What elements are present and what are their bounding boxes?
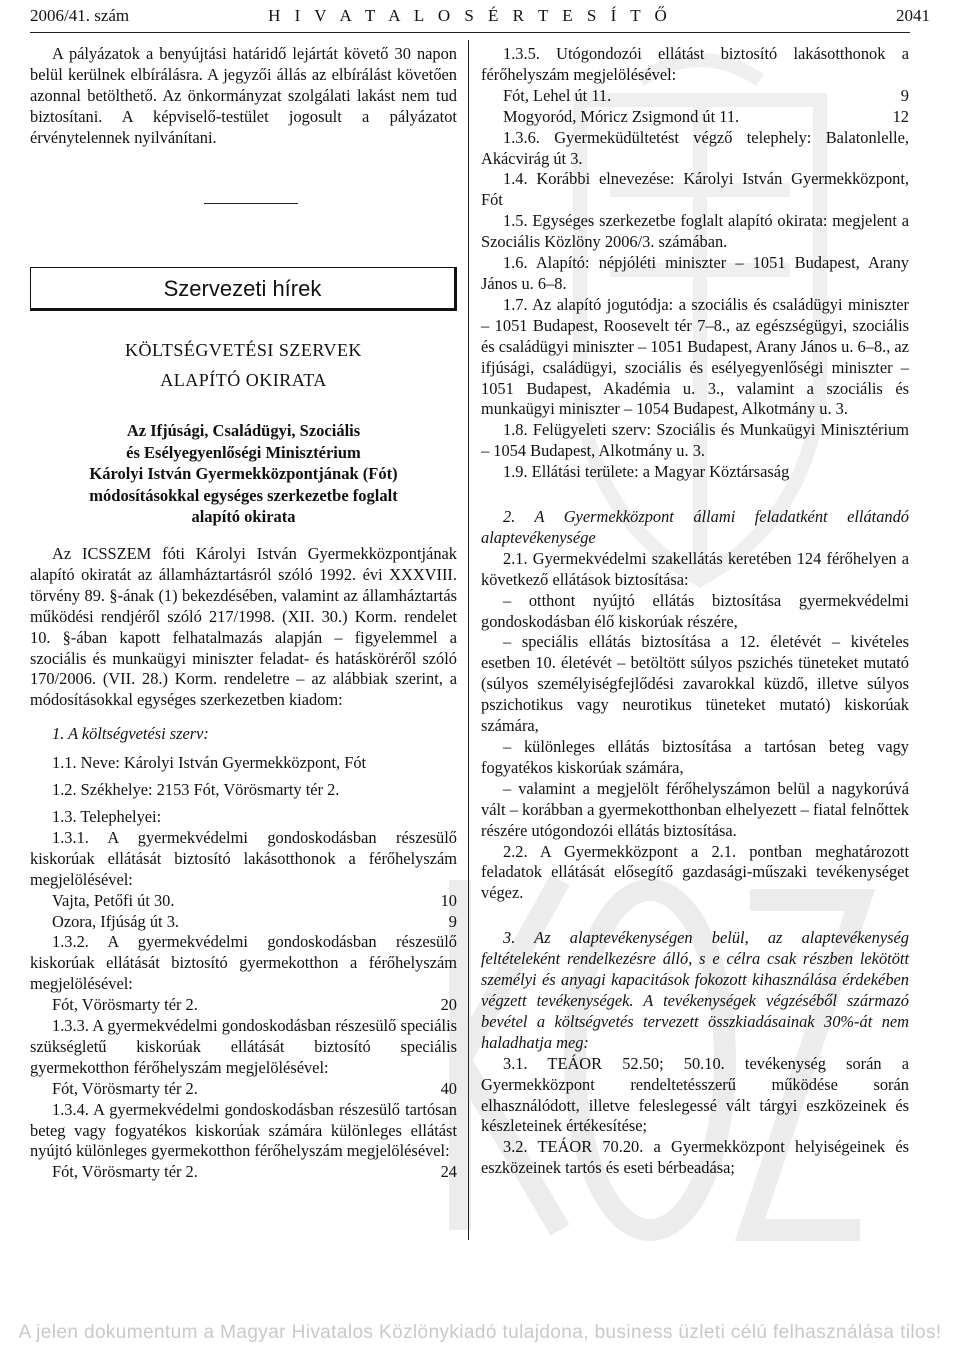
item-1-3-2: 1.3.2. A gyermekvédelmi gondoskodásban részesülő kiskorúak ellátását biztosító gyermekotthon a férőhelyszám megjelölésével: [30,932,457,994]
ministry-title [30,420,457,528]
site-capacity: 9 [900,85,909,105]
site-row [30,1162,457,1183]
item-1-3-6: 1.3.6. Gyermeküdültetést végző telephely: Balatonlelle, Akácvirág út 3. [481,127,909,168]
subtitle-koltsegvetesi: KÖLTSÉGVETÉSI SZERVEK [125,340,362,360]
item-1-6: 1.6. Alapító: népjóléti miniszter – 1051 Budapest, Arany János u. 6–8. [481,253,909,293]
issue-number: 2006/41. szám [30,6,130,25]
site-row [30,995,457,1016]
site-name: Fót, Vörösmarty tér 2. [52,1162,198,1182]
site-name: Fót, Vörösmarty tér 2. [52,1078,198,1098]
ministry-line-3: Károlyi István Gyermekközpontjának (Fót) [89,464,398,483]
item-1-5: 1.5. Egységes szerkezetbe foglalt alapító okirata: megjelent a Szociális Közlöny 2006/3. számában. [481,211,909,252]
ministry-line-1: Az Ifjúsági, Családügyi, Szociális [126,421,361,440]
dash-item-1: – otthont nyújtó ellátás biztosítása gyermekvédelmi gondoskodásban élő kiskorúak részére, [481,590,909,631]
ministry-line-5: alapító okirata [191,507,296,526]
site-capacity: 24 [440,1162,457,1182]
column-separator [468,40,469,1240]
dash-item-3: – különleges ellátás biztosítása a tartósan beteg vagy fogyatékos kiskorúak számára, [481,737,909,777]
site-capacity: 9 [448,911,457,931]
left-intro-block [30,44,457,149]
short-divider [204,203,298,204]
item-1-2: 1.2. Székhelye: 2153 Fót, Vörösmarty tér 2. [52,780,340,800]
site-capacity: 40 [440,1078,457,1098]
left-body [30,544,457,1183]
site-capacity: 20 [440,995,457,1015]
subtitle-alapito: ALAPÍTÓ OKIRATA [160,370,327,390]
intro-paragraph: A pályázatok a benyújtási határidő lejártát követő 30 napon belül kerülnek elbírálásra. A jegyzői állás az elbírálást követően azonnal betölthető. Az önkormányzat szolgálati lakást nem tud biztosítani. A képviselő-testület jogosult a pályázatot érvénytelennek nyilvánítani. [30,44,457,147]
item-1-3-3: 1.3.3. A gyermekvédelmi gondoskodásban részesülő speciális szükségletű kiskorúak ellátását biztosító speciális gyermekotthon férőhelyszám megjelölésével: [30,1016,457,1077]
item-1-7: 1.7. Az alapító jogutódja: a szociális és családügyi miniszter – 1051 Budapest, Roosevelt tér 7–8., az egészségügyi, szociális és családügyi miniszter – 1051 Budapest, Arany János u. 6–8., az ifjúsági, családügyi, szociális és esélyegyenlőségi miniszter – 1051 Budapest, Akadémia u. 3., valamint a szociális és munkaügyi miniszter – 1054 Budapest, Alkotmány u. 3. [481,294,909,419]
page-header [30,6,930,30]
item-1-4: 1.4. Korábbi elnevezése: Károlyi István Gyermekközpont, Fót [481,169,909,210]
dash-item-4: – valamint a megjelölt férőhelyszámon belül a nagykorúvá vált – korábban a gyermekotthonban elhelyezett – fiatal felnőttek részére utógondozói ellátás biztosítása. [481,778,909,840]
section-3-heading: 3. Az alaptevékenységen belül, az alaptevékenység feltételeként rendelkezésre álló, s e célra csak részben lekötött személyi és anyagi kapacitások fokozott kihasználása érdekében végzett tevékenységek. A tevékenységek végzéséből származó bevétel a költségvetés tervezett összkiadásainak 30%-át nem haladhatja meg: [481,928,909,1052]
site-capacity: 12 [892,106,909,126]
publication-title: H I V A T A L O S É R T E S Í T Ő [268,6,672,25]
item-1-8: 1.8. Felügyeleti szerv: Szociális és Munkaügyi Minisztérium – 1054 Budapest, Alkotmány u. 3. [481,420,909,461]
item-1-3: 1.3. Telephelyei: [52,806,162,826]
item-2-1: 2.1. Gyermekvédelmi szakellátás keretében 124 férőhelyen a következő ellátások biztosítása: [481,548,909,589]
item-1-3-5: 1.3.5. Utógondozói ellátást biztosító lakásotthonok a férőhelyszám megjelölésével: [481,44,909,84]
page-number: 2041 [896,6,930,25]
site-row [30,891,457,912]
copyright-footer: A jelen dokumentum a Magyar Hivatalos Közlönykiadó tulajdona, business üzleti célú felhasználása tilos! [18,1322,942,1343]
site-row [481,107,909,128]
item-3-1: 3.1. TEÁOR 52.50; 50.10. tevékenység során a Gyermekközpont rendeltetésszerű működése során elhasználódott, illetve feleslegessé vált tárgyi eszközeinek és készleteinek értékesítése; [481,1053,909,1136]
item-3-2: 3.2. TEÁOR 70.20. a Gyermekközpont helyiségeinek és eszközeinek tartós és eseti bérbeadása; [481,1137,909,1178]
section-title-box: Szervezeti hírek [30,267,457,311]
site-name: Fót, Vörösmarty tér 2. [52,995,198,1015]
site-name: Fót, Lehel út 11. [503,85,612,105]
right-column [481,44,909,1179]
site-row [481,86,909,107]
section-1-heading: 1. A költségvetési szerv: [52,724,209,744]
item-1-9: 1.9. Ellátási területe: a Magyar Köztársaság [503,462,790,482]
site-row [30,912,457,933]
site-row [30,1079,457,1100]
item-1-3-4: 1.3.4. A gyermekvédelmi gondoskodásban részesülő tartósan beteg vagy fogyatékos kiskorúak számára különleges ellátást nyújtó különleges gyermekotthon férőhelyszám megjelölésével: [30,1099,457,1161]
ministry-line-2: és Esélyegyenlőségi Minisztérium [126,442,361,462]
ministry-line-4: módosításokkal egységes szerkezetbe foglalt [89,485,398,505]
item-2-2: 2.2. A Gyermekközpont a 2.1. pontban meghatározott feladatok ellátását elősegítő gazdasági-műszaki tevékenységet végez. [481,841,909,903]
item-1-1: 1.1. Neve: Károlyi István Gyermekközpont, Fót [52,753,367,773]
item-1-3-1: 1.3.1. A gyermekvédelmi gondoskodásban részesülő kiskorúak ellátását biztosító lakásotthonok a férőhelyszám megjelölésével: [30,827,457,889]
dash-item-2: – speciális ellátás biztosítása a 12. életévét – kivételes esetben 10. életévét – betöltött súlyos pszichés tüneteket mutató (súlyos személyiségfejlődési zavarokkal küzdő, illetve súlyos pszichotikus vagy neurotikus tüneteket mutató) kiskorúak számára, [481,632,909,736]
header-rule [30,32,910,33]
decree-paragraph: Az ICSSZEM fóti Károlyi István Gyermekközpontjának alapító okiratát az államháztartásról szóló 1992. évi XXXVIII. törvény 89. §-ának (1) bekezdésében, valamint az államháztartás működési rendjéről szóló 217/1998. (XII. 30.) Korm. rendelet 10. §-ában kapott felhatalmazás alapján – figyelemmel a szociális és munkaügyi miniszter feladat- és hatásköréről szóló 170/2006. (VII. 28.) Korm. rendeletre – az alábbiak szerint, a módosításokkal egységes szerkezetben kiadom: [30,544,457,710]
section-2-heading: 2. A Gyermekközpont állami feladatként ellátandó alaptevékenysége [481,507,909,547]
site-name: Vajta, Petőfi út 30. [52,890,175,910]
site-name: Ozora, Ifjúság út 3. [52,911,179,931]
site-name: Mogyoród, Móricz Zsigmond út 11. [503,106,740,126]
site-capacity: 10 [440,890,457,910]
